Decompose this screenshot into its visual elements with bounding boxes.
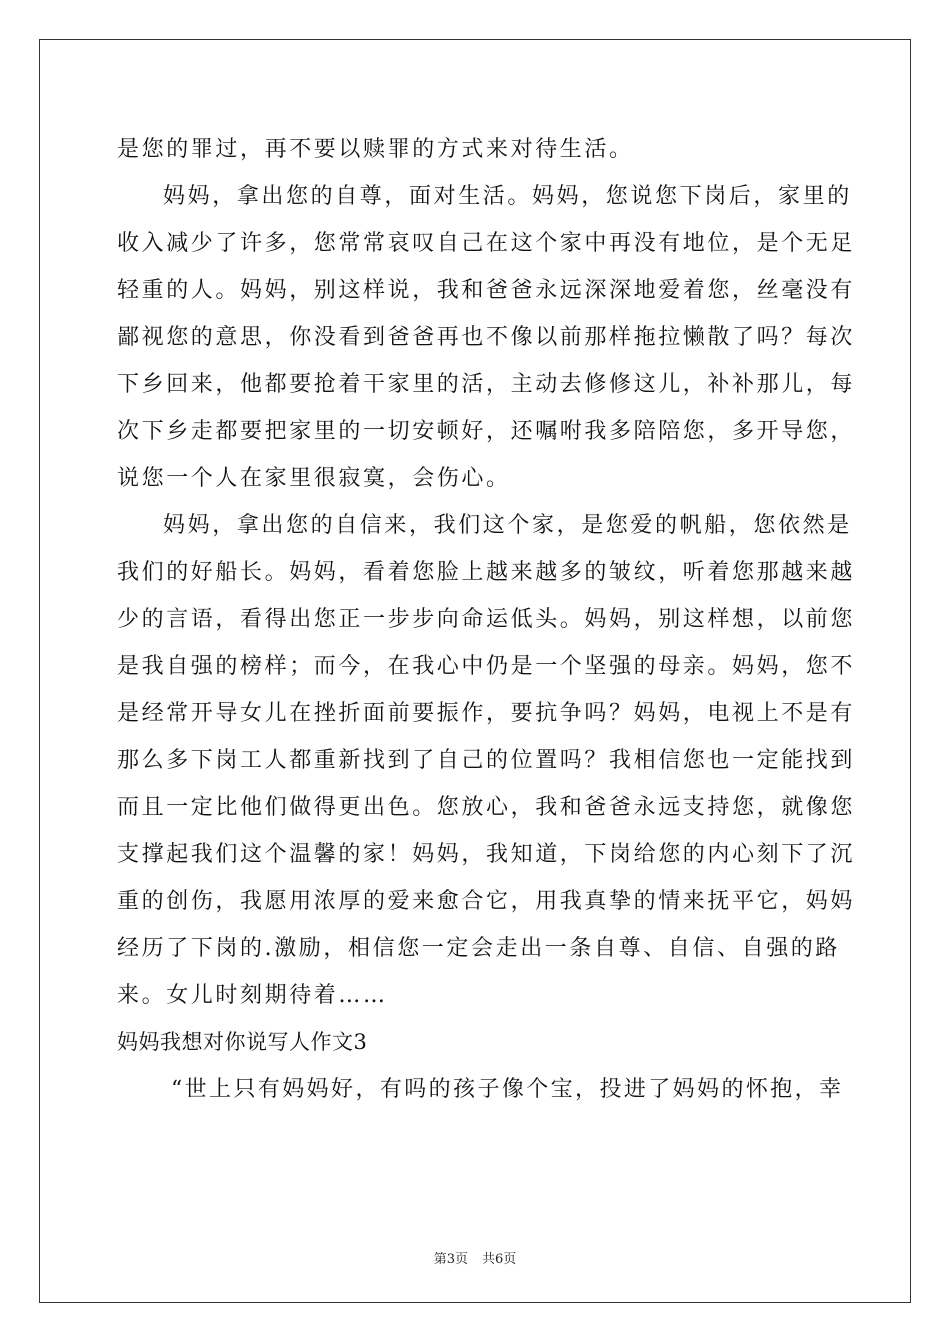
text-line: 是您的罪过，再不要以赎罪的方式来对待生活。 [117, 137, 634, 162]
page-footer [0, 1248, 950, 1267]
text-line: 妈妈，拿出您的自信来，我们这个家，是您爱的帆船，您依然是 [163, 513, 852, 538]
text-line: 那么多下岗工人都重新找到了自己的位置吗？我相信您也一定能找到 [117, 748, 856, 773]
text-line: 妈妈，拿出您的自尊，面对生活。妈妈，您说您下岗后，家里的 [163, 184, 852, 209]
text-line: 少的言语，看得出您正一步步向命运低头。妈妈，别这样想，以前您 [117, 607, 856, 632]
page-number: 第3页 [433, 1252, 468, 1267]
text-line: 支撑起我们这个温馨的家！妈妈，我知道，下岗给您的内心刻下了沉 [117, 842, 856, 867]
text-line: 次下乡走都要把家里的一切安顿好，还嘱咐我多陪陪您，多开导您， [117, 419, 856, 444]
text-line: 说您一个人在家里很寂寞，会伤心。 [117, 466, 511, 491]
text-line: “世上只有妈妈好，有吗的孩子像个宝，投进了妈妈的怀抱，幸 [171, 1077, 844, 1102]
text-line: 重的创伤，我愿用浓厚的爱来愈合它，用我真挚的情来抚平它，妈妈 [117, 889, 856, 914]
text-line: 我们的好船长。妈妈，看着您脸上越来越多的皱纹，听着您那越来越 [117, 560, 856, 585]
paragraph-block [117, 126, 856, 1019]
document-body [117, 126, 856, 1113]
text-line: 来。女儿时刻期待着…… [117, 983, 388, 1008]
text-line: 经历了下岗的.激励，相信您一定会走出一条自尊、自信、自强的路 [117, 936, 840, 961]
text-line: 收入减少了许多，您常常哀叹自己在这个家中再没有地位，是个无足 [117, 231, 856, 256]
text-line: 鄙视您的意思，你没看到爸爸再也不像以前那样拖拉懒散了吗？每次 [117, 325, 856, 350]
text-line: 而且一定比他们做得更出色。您放心，我和爸爸永远支持您，就像您 [117, 795, 856, 820]
text-line: 轻重的人。妈妈，别这样说，我和爸爸永远深深地爱着您，丝毫没有 [117, 278, 856, 303]
text-line: 下乡回来，他都要抢着干家里的活，主动去修修这儿，补补那儿，每 [117, 372, 856, 397]
section-heading: 妈妈我想对你说写人作文3 [117, 1030, 368, 1054]
page-total: 共6页 [482, 1252, 517, 1267]
text-line: 是经常开导女儿在挫折面前要振作，要抗争吗？妈妈，电视上不是有 [117, 701, 856, 726]
text-line: 是我自强的榜样；而今，在我心中仍是一个坚强的母亲。妈妈，您不 [117, 654, 856, 679]
